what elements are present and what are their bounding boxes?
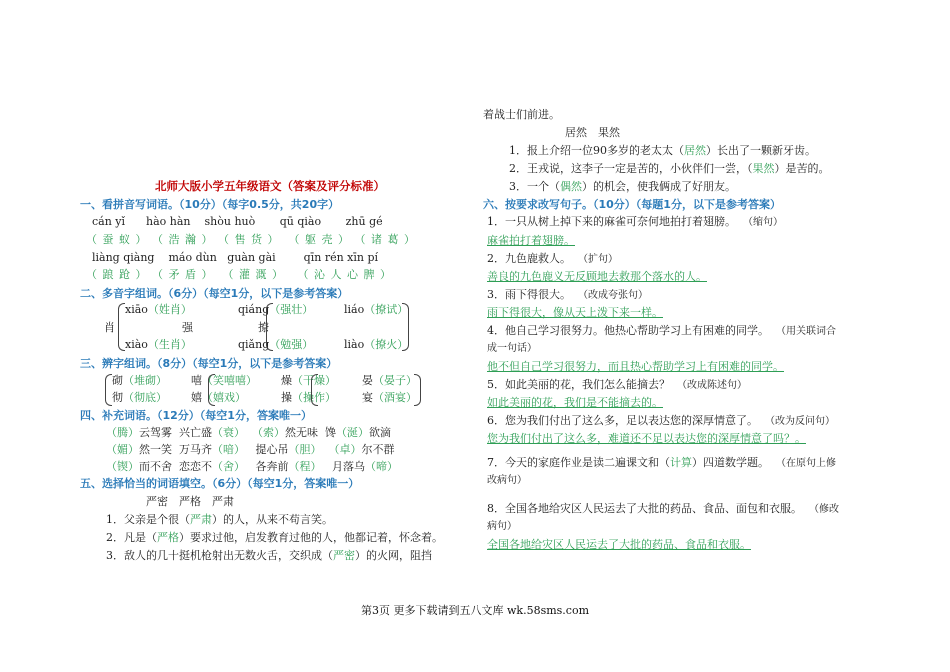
idiom-row-3: （锲）而不舍 恋恋不（舍） 各奔前（程） 月落乌（啼）	[106, 460, 398, 473]
rewrite-q4-note: 成一句话）	[487, 343, 537, 354]
fill-q3: 3．敌人的几十挺机枪射出无数火舌，交织成（严密）的火网，阻挡	[106, 549, 432, 562]
rewrite-q7-note: 改病句）	[487, 475, 527, 486]
brace	[266, 303, 273, 351]
section-5-heading: 五、选择恰当的词语填空。（6分）（每空1分，答案唯一）	[80, 477, 360, 490]
pinyin-row-2: liàng qiàng máo dùn guàn gài qīn rén xīn pí	[92, 251, 379, 264]
distinguish-row-2c: 操（操作）	[281, 391, 336, 404]
polyphone-char-3: 撩	[258, 321, 269, 334]
polyphone-char-2: 强	[182, 321, 193, 334]
rewrite-q5: 5．如此美丽的花，我们怎么能摘去？ （改成陈述句）	[487, 378, 747, 391]
idiom-row-2: （媚）然一笑 万马齐（喑） 提心吊（胆） （卓）尔不群	[106, 443, 395, 456]
page-title: 北师大版小学五年级语文（答案及评分标准）	[155, 179, 385, 193]
word-choices-2: 居然 果然	[565, 126, 620, 139]
distinguish-row-1c: 燥（干燥）	[281, 374, 336, 387]
answer-row-2: （ 踉 跄 ） （ 矛 盾 ） （ 灌 溉 ） （ 沁 人 心 脾 ）	[86, 268, 392, 281]
polyphone-row-1: xiāo（姓肖）	[125, 303, 192, 316]
rewrite-q4: 4．他自己学习很努力。他热心帮助学习上有困难的同学。 （用关联词合	[487, 324, 836, 337]
rewrite-a3: 雨下得很大，像从天上泼下来一样。	[487, 306, 663, 319]
fill-q2: 2．凡是（严格）要求过他，启发教育过他的人，他都记着，怀念着。	[106, 531, 443, 544]
fill-q5: 2．王戎说，这李子一定是苦的，小伙伴们一尝，（果然）是苦的。	[509, 162, 830, 175]
rewrite-a2: 善良的九色鹿义无反顾地去救那个落水的人。	[487, 270, 707, 283]
section-1-heading: 一、看拼音写词语。（10分）（每字0.5分，共20字）	[80, 198, 340, 211]
fill-q6: 3．一个（偶然）的机会，使我俩成了好朋友。	[509, 180, 736, 193]
brace	[105, 374, 112, 406]
rewrite-q1: 1．一只从树上掉下来的麻雀可奈何地拍打着翅膀。 （缩句）	[487, 215, 783, 228]
rewrite-q7: 7．今天的家庭作业是读二遍课文和（计算）四道数学题。 （在原句上修	[487, 456, 836, 469]
rewrite-q8-note: 病句）	[487, 521, 517, 532]
idiom-row-1: （腾）云驾雾 兴亡盛（衰） （索）然无味 馋（涎）欲滴	[106, 426, 391, 439]
section-6-heading: 六、按要求改写句子。（10分）（每题1分，以下是参考答案）	[483, 198, 781, 211]
polyphone-char-1: 肖	[104, 321, 115, 334]
word-choices-1: 严密 严格 严肃	[146, 495, 234, 508]
answer-row-1: （ 蚕 蚁 ） （ 浩 瀚 ） （ 售 货 ） （ 躯 壳 ） （ 诸 葛 ）	[86, 233, 416, 246]
section-3-heading: 三、辨字组词。（8分）（每空1分，以下是参考答案）	[80, 357, 338, 370]
pinyin-row-1: cán yǐ hào hàn shòu huò qū qiào zhū gé	[92, 215, 383, 228]
page-footer: 第3页 更多下载请到五八文库 wk.58sms.com	[361, 604, 589, 617]
rewrite-q8: 8．全国各地给灾区人民运去了大批的药品、食品、面包和衣服。 （修改	[487, 502, 839, 515]
distinguish-row-1: 砌（堆砌）	[112, 374, 167, 387]
polyphone-row-1b: qiáng（强壮）	[238, 303, 314, 316]
distinguish-row-1b: 嘻（笑嘻嘻）	[191, 374, 257, 387]
polyphone-row-1c: liáo（撩试）	[344, 303, 409, 316]
brace	[402, 303, 409, 351]
brace	[311, 374, 318, 406]
fill-q4: 1．报上介绍一位90多岁的老太太（居然）长出了一颗新牙齿。	[509, 144, 816, 157]
distinguish-row-2b: 嬉（嬉戏）	[191, 391, 246, 404]
polyphone-row-2b: qiǎng（勉强）	[238, 338, 314, 351]
rewrite-a1: 麻雀拍打着翅膀。	[487, 234, 575, 247]
rewrite-q2: 2．九色鹿救人。 （扩句）	[487, 252, 618, 265]
fill-q1: 1．父亲是个很（严肃）的人，从来不苟言笑。	[106, 513, 333, 526]
brace	[414, 374, 421, 406]
polyphone-row-2: xiào（生肖）	[125, 338, 192, 351]
polyphone-row-2c: liào（撩火）	[344, 338, 409, 351]
rewrite-q3: 3．雨下得很大。 （改成夸张句）	[487, 288, 648, 301]
rewrite-a4: 他不但自己学习很努力，而且热心帮助学习上有困难的同学。	[487, 360, 784, 373]
distinguish-row-2: 彻（彻底）	[112, 391, 167, 404]
section-2-heading: 二、多音字组词。（6分）（每空1分，以下是参考答案）	[80, 287, 349, 300]
rewrite-a6: 您为我们付出了这么多，难道还不足以表达您的深厚情意了吗？。	[487, 432, 806, 445]
distinguish-row-2d: 宴（酒宴）	[362, 391, 417, 404]
distinguish-row-1d: 晏（晏子）	[362, 374, 417, 387]
rewrite-a5: 如此美丽的花，我们是不能摘去的。	[487, 396, 663, 409]
rewrite-q6: 6．您为我们付出了这么多，足以表达您的深厚情意了。 （改为反问句）	[487, 414, 835, 427]
brace	[208, 374, 215, 406]
brace	[118, 303, 125, 351]
section-4-heading: 四、补充词语。（12分）（每空1分，答案唯一）	[80, 409, 312, 422]
fill-q3-continued: 着战士们前进。	[483, 108, 560, 121]
rewrite-a8: 全国各地给灾区人民运去了大批的药品、食品和衣服。	[487, 538, 751, 551]
